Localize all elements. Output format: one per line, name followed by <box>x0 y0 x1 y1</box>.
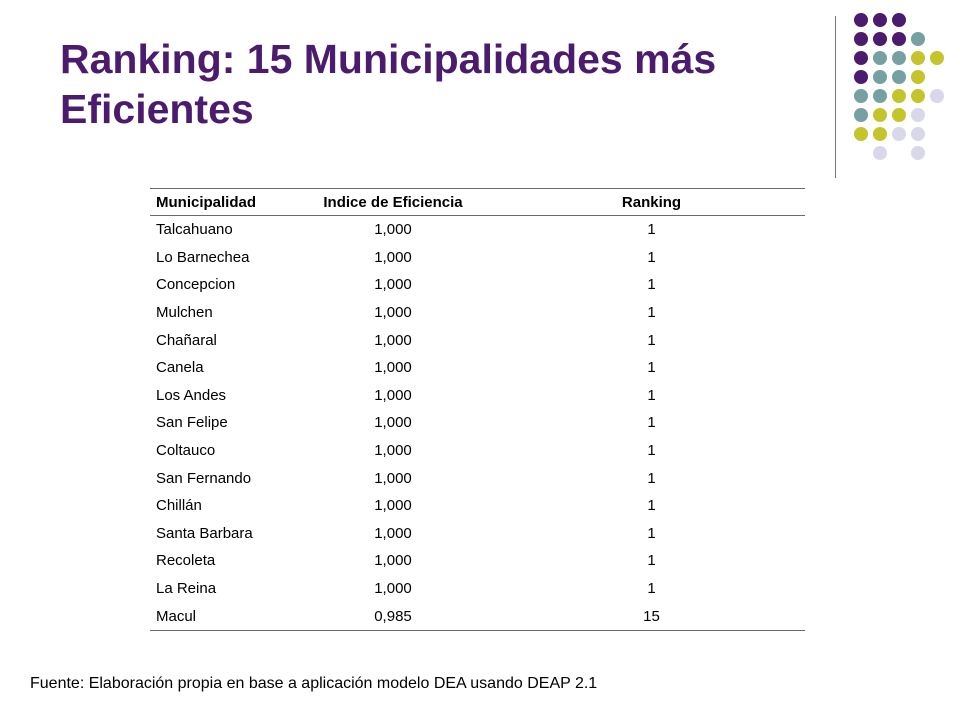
cell-municipalidad: Los Andes <box>156 386 227 404</box>
cell-ranking: 1 <box>647 248 656 266</box>
cell-municipalidad: San Fernando <box>156 469 252 487</box>
decor-dot <box>854 13 868 27</box>
table-row <box>150 547 805 575</box>
decor-dot <box>854 51 868 65</box>
decor-dot <box>911 108 925 122</box>
decor-dot <box>854 108 868 122</box>
table-row <box>150 299 805 327</box>
cell-municipalidad: Concepcion <box>156 276 236 294</box>
cell-ranking: 1 <box>647 386 656 404</box>
header-ranking: Ranking <box>498 189 805 216</box>
decor-dot <box>873 32 887 46</box>
cell-indice: 1,000 <box>374 580 412 598</box>
decor-dot <box>930 51 944 65</box>
cell-municipalidad: Lo Barnechea <box>156 248 250 266</box>
cell-ranking: 1 <box>647 524 656 542</box>
cell-municipalidad: Talcahuano <box>156 221 233 239</box>
decor-dot <box>911 89 925 103</box>
cell-ranking: 1 <box>647 304 656 322</box>
table-row <box>150 409 805 437</box>
table-row <box>150 602 805 630</box>
cell-ranking: 1 <box>647 359 656 377</box>
cell-ranking: 15 <box>498 602 805 630</box>
cell-ranking: 1 <box>647 552 656 570</box>
header-municipalidad: Municipalidad <box>150 189 288 216</box>
cell-indice: 1,000 <box>374 248 412 266</box>
decor-dot <box>873 70 887 84</box>
efficiency-ranking-table <box>150 188 805 631</box>
decor-dot <box>911 51 925 65</box>
table-row <box>150 271 805 299</box>
cell-indice: 1,000 <box>374 331 412 349</box>
cell-indice: 1,000 <box>374 524 412 542</box>
cell-indice: 0,985 <box>288 602 498 630</box>
table-row <box>150 244 805 272</box>
cell-municipalidad: La Reina <box>156 580 217 598</box>
cell-indice: 1,000 <box>374 386 412 404</box>
decor-dot <box>911 32 925 46</box>
decor-dot <box>892 89 906 103</box>
table-row <box>150 216 805 244</box>
decor-dot <box>892 108 906 122</box>
decor-dot <box>854 70 868 84</box>
decor-dot <box>873 89 887 103</box>
decor-dot <box>854 127 868 141</box>
cell-ranking: 1 <box>647 580 656 598</box>
cell-indice: 1,000 <box>374 497 412 515</box>
cell-municipalidad: Mulchen <box>156 304 213 322</box>
cell-ranking: 1 <box>647 497 656 515</box>
decor-dot <box>911 70 925 84</box>
decor-dot <box>873 13 887 27</box>
table-row <box>150 464 805 492</box>
table-row <box>150 437 805 465</box>
cell-municipalidad: San Felipe <box>156 414 228 432</box>
cell-municipalidad: Macul <box>150 602 288 630</box>
cell-indice: 1,000 <box>374 359 412 377</box>
table-row <box>150 354 805 382</box>
decor-dot <box>854 89 868 103</box>
decor-dot <box>892 51 906 65</box>
table-row <box>150 382 805 410</box>
cell-indice: 1,000 <box>374 304 412 322</box>
cell-ranking: 1 <box>647 469 656 487</box>
cell-indice: 1,000 <box>374 414 412 432</box>
cell-municipalidad: Canela <box>156 359 204 377</box>
decor-dot <box>873 127 887 141</box>
decor-dot <box>892 127 906 141</box>
decor-dot <box>873 108 887 122</box>
cell-municipalidad: Santa Barbara <box>156 524 253 542</box>
table-row <box>150 575 805 603</box>
cell-ranking: 1 <box>647 221 656 239</box>
cell-indice: 1,000 <box>374 221 412 239</box>
table-row <box>150 326 805 354</box>
decor-dot <box>892 32 906 46</box>
cell-ranking: 1 <box>647 414 656 432</box>
cell-ranking: 1 <box>647 331 656 349</box>
decor-dot <box>873 51 887 65</box>
table-header-row <box>150 189 805 216</box>
cell-indice: 1,000 <box>374 552 412 570</box>
cell-indice: 1,000 <box>374 442 412 460</box>
cell-ranking: 1 <box>647 442 656 460</box>
decor-dot <box>892 70 906 84</box>
source-note: Fuente: Elaboración propia en base a aplicación modelo DEA usando DEAP 2.1 <box>30 675 598 692</box>
cell-municipalidad: Chillán <box>156 497 202 515</box>
decor-dot <box>892 13 906 27</box>
cell-indice: 1,000 <box>374 276 412 294</box>
cell-municipalidad: Recoleta <box>156 552 216 570</box>
cell-municipalidad: Chañaral <box>156 331 217 349</box>
decor-dot <box>911 127 925 141</box>
slide-title: Ranking: 15 Municipalidades más Eficientes <box>60 36 717 132</box>
decor-dot <box>873 146 887 160</box>
table-row <box>150 492 805 520</box>
cell-indice: 1,000 <box>374 469 412 487</box>
decor-dot <box>930 89 944 103</box>
vertical-divider <box>835 16 836 178</box>
cell-municipalidad: Coltauco <box>156 442 216 460</box>
decor-dot <box>854 32 868 46</box>
header-indice-eficiencia: Indice de Eficiencia <box>288 189 498 216</box>
table-row <box>150 520 805 548</box>
decor-dot <box>911 146 925 160</box>
cell-ranking: 1 <box>647 276 656 294</box>
